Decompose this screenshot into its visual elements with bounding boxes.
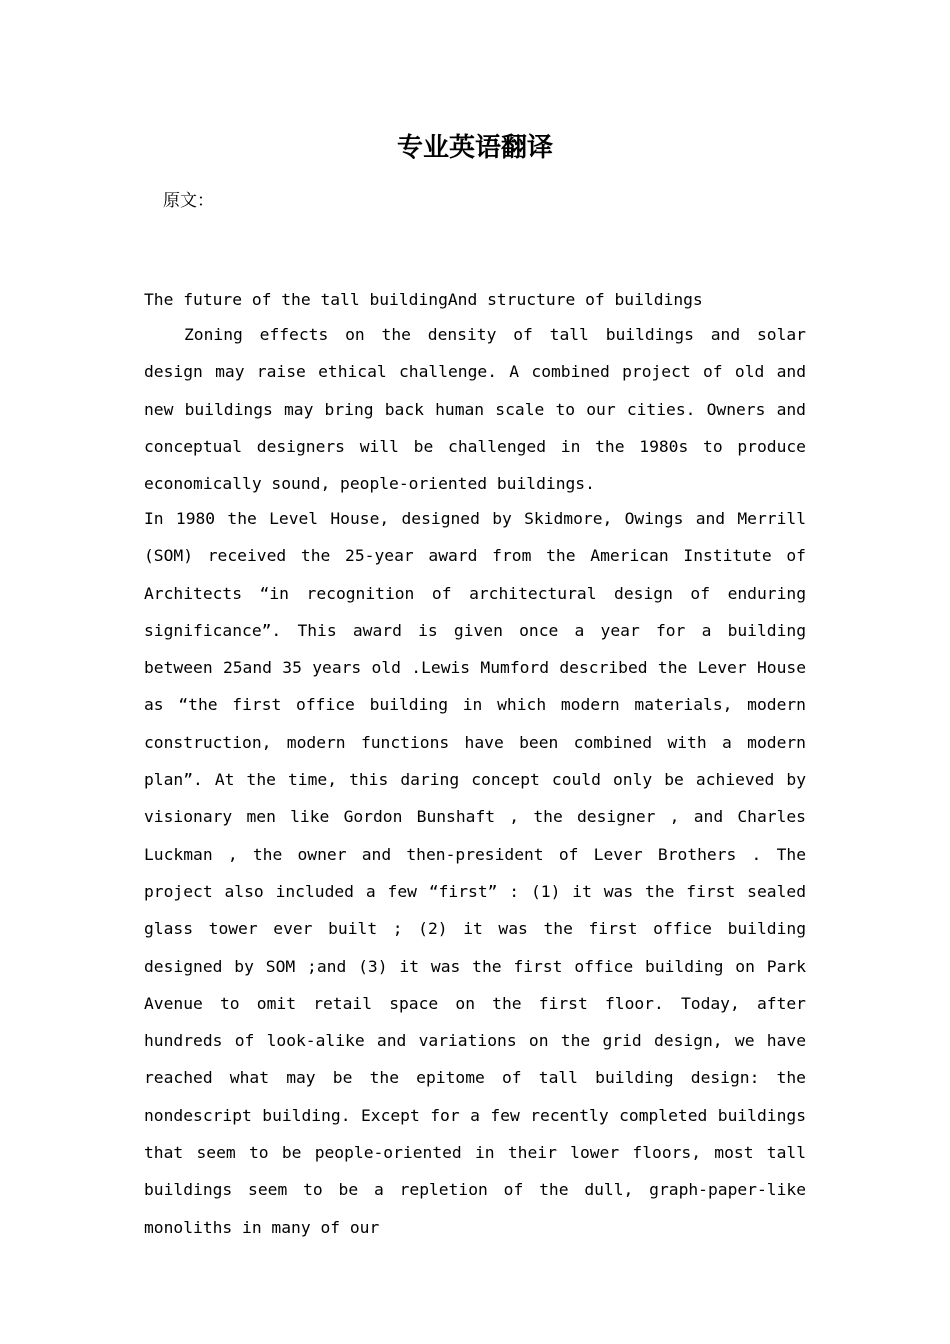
paragraph-1: Zoning effects on the density of tall buildings and solar design may raise ethical challenge. A combined project of old and new buildings may bring back human scale to our cities. Owners and conceptual designers will be challenged in the 1980s to produce economically sound, people-oriented buildings. bbox=[144, 325, 806, 494]
article-title: The future of the tall buildingAnd structure of buildings bbox=[144, 290, 703, 309]
page-title: 专业英语翻译 bbox=[396, 133, 553, 163]
source-label: 原文： bbox=[163, 191, 214, 211]
paragraph-2: In 1980 the Level House, designed by Skidmore, Owings and Merrill (SOM) received the 25-year award from the American Institute of Architects “in recognition of architectural design of enduring significance”. This award is given once a year for a building between 25and 35 years old .Lewis Mumford described the Lever House as “the first office building in which modern materials, modern construction, modern functions have been combined with a modern plan”. At the time, this daring concept could only be achieved by visionary men like Gordon Bunshaft , the designer , and Charles Luckman , the owner and then-president of Lever Brothers . The project also included a few “first” : (1) it was the first sealed glass tower ever built ; (2) it was the first office building designed by SOM ;and (3) it was the first office building on Park Avenue to omit retail space on the first floor. Today, after hundreds of look-alike and variations on the grid design, we have reached what may be the epitome of tall building design: the nondescript building. Except for a few recently completed buildings that seem to be people-oriented in their lower floors, most tall buildings seem to be a repletion of the dull, graph-paper-like monoliths in many of our bbox=[144, 509, 806, 1237]
